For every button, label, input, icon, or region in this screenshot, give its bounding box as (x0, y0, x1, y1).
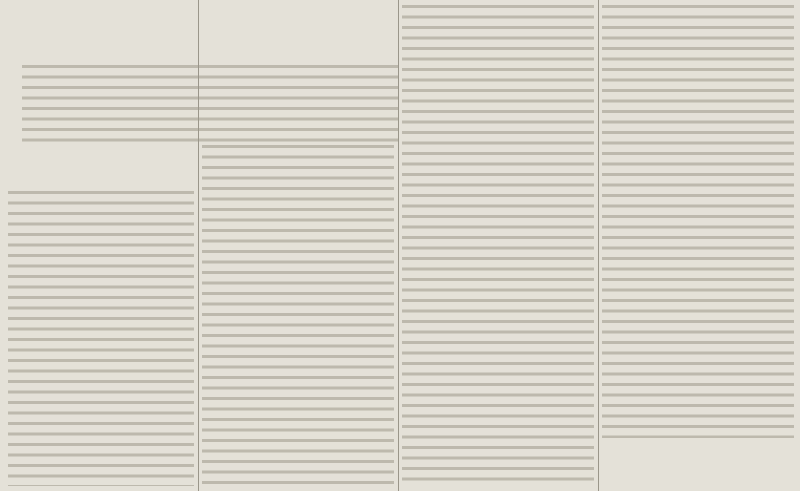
text-column-4 (602, 2, 794, 438)
text-column-2 (202, 142, 394, 486)
section-heading (40, 155, 180, 181)
column-rule (198, 0, 199, 491)
column-rule (598, 0, 599, 491)
intro-paragraph (22, 62, 398, 148)
text-column-3 (402, 2, 594, 486)
continued-note (620, 466, 790, 482)
headline (18, 2, 398, 40)
author-signature (650, 448, 790, 464)
text-column-1 (8, 188, 194, 486)
subheadline (70, 40, 330, 58)
column-rule (398, 0, 399, 491)
